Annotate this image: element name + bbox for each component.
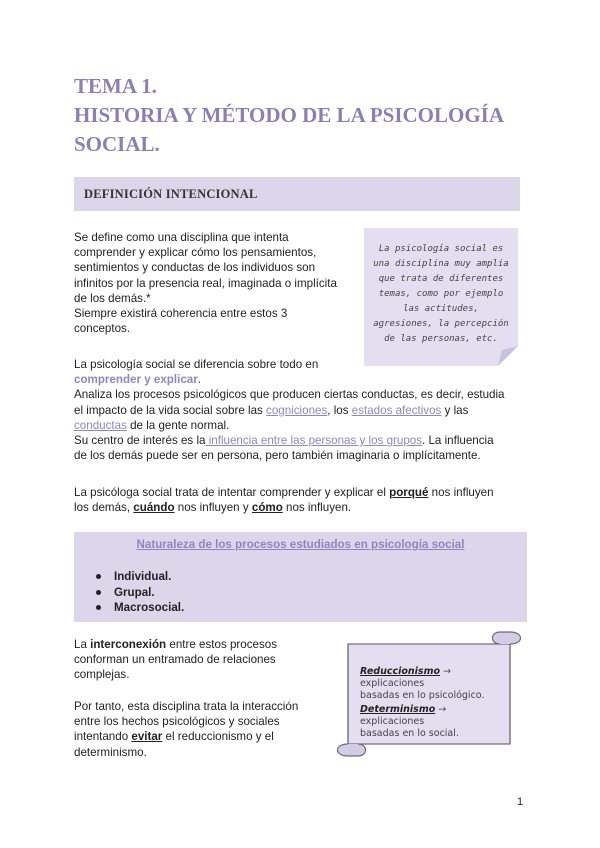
differs-line: de los demás puede ser en persona, pero también imaginaria o implícitamente. — [74, 449, 481, 463]
list-item: Grupal. — [96, 585, 184, 601]
nature-box — [74, 532, 527, 622]
differs-line: comprender y explicar. — [74, 373, 201, 387]
emphasis-como: cómo — [251, 501, 283, 515]
term-determinismo: Determinismo — [360, 704, 436, 715]
why-line: La psicóloga social trata de intentar comprender y explicar el porqué nos influyen — [74, 486, 494, 499]
bullet-icon — [96, 574, 101, 579]
conclusion-line: intentando evitar el reduccionismo y el — [74, 730, 274, 744]
intro-line: infinitos por la presencia real, imaginada o implícita — [74, 276, 337, 290]
scroll-entry-reduccionismo: Reduccionismo → explicaciones basadas en lo psicológico. — [360, 666, 485, 701]
term-reduccionismo: Reduccionismo — [360, 666, 440, 677]
definition-label: DEFINICIÓN INTENCIONAL — [84, 187, 258, 201]
emphasis-interconexion: interconexión — [90, 638, 167, 651]
differs-paragraph — [74, 357, 526, 463]
interconnection-line: complejas. — [74, 668, 130, 682]
nature-title: Naturaleza de los procesos estudiados en psicología social — [136, 538, 465, 551]
bullet-icon — [96, 605, 101, 610]
link-cogniciones[interactable]: cogniciones — [266, 403, 328, 417]
differs-line: Analiza los procesos psicológicos que producen ciertas conductas, es decir, estudia — [74, 388, 505, 402]
intro-line: comprender y explicar cómo los pensamientos, — [74, 246, 317, 260]
emphasis-cuando: cuándo — [133, 501, 175, 515]
scroll-entry-determinismo: Determinismo → explicaciones basadas en lo social. — [360, 704, 459, 739]
title-line-2: HISTORIA Y MÉTODO DE LA PSICOLOGÍA — [74, 103, 505, 127]
highlight-comprender-explicar: comprender y explicar — [74, 373, 198, 387]
differs-line: La psicología social se diferencia sobre todo en — [74, 358, 319, 371]
link-conductas[interactable]: conductas — [74, 418, 127, 432]
interconnection-paragraph — [74, 637, 324, 683]
why-paragraph — [74, 485, 526, 515]
title-line-3: SOCIAL. — [74, 132, 160, 156]
intro-line: conceptos. — [74, 322, 131, 336]
interconnection-line: La interconexión entre estos procesos — [74, 638, 277, 651]
differs-line: Su centro de interés es la influencia entre las personas y los grupos. La influencia — [74, 434, 494, 448]
list-item: Individual. — [96, 569, 184, 585]
page-title — [74, 72, 544, 159]
nature-list — [96, 569, 184, 616]
intro-line: de los demás.* — [74, 291, 151, 305]
interconnection-line: conforman un entramado de relaciones — [74, 653, 276, 667]
definition-box — [74, 177, 520, 211]
sticky-note — [362, 226, 520, 368]
link-influencia[interactable]: influencia entre las personas y los grupos — [205, 434, 423, 448]
conclusion-paragraph — [74, 699, 324, 760]
conclusion-line: entre los hechos psicológicos y sociales — [74, 715, 280, 729]
bullet-icon — [96, 590, 101, 595]
intro-line: sentimientos y conductas de los individuos son — [74, 261, 316, 275]
conclusion-line: determinismo. — [74, 745, 147, 759]
list-item: Macrosocial. — [96, 600, 184, 616]
page-number: 1 — [517, 796, 524, 808]
differs-line: conductas de la gente normal. — [74, 418, 230, 432]
emphasis-evitar: evitar — [131, 730, 163, 744]
differs-line: el impacto de la vida social sobre las cogniciones, los estados afectivos y las — [74, 403, 469, 417]
why-line: los demás, cuándo nos influyen y cómo nos influyen. — [74, 501, 352, 515]
emphasis-porque: porqué — [389, 486, 429, 499]
title-line-1: TEMA 1. — [74, 74, 157, 98]
intro-paragraph — [74, 230, 359, 336]
conclusion-line: Por tanto, esta disciplina trata la interacción — [74, 700, 299, 713]
intro-line: Se define como una disciplina que intenta — [74, 231, 289, 244]
link-estados-afectivos[interactable]: estados afectivos — [351, 403, 442, 417]
intro-line: Siempre existirá coherencia entre estos 3 — [74, 307, 288, 321]
scroll-note — [328, 630, 528, 760]
sticky-note-text: La psicología social es una disciplina muy amplia que trata de diferentes temas, como por ejemplo las actitudes, agresiones, la percepción de las personas, etc. — [373, 244, 509, 344]
